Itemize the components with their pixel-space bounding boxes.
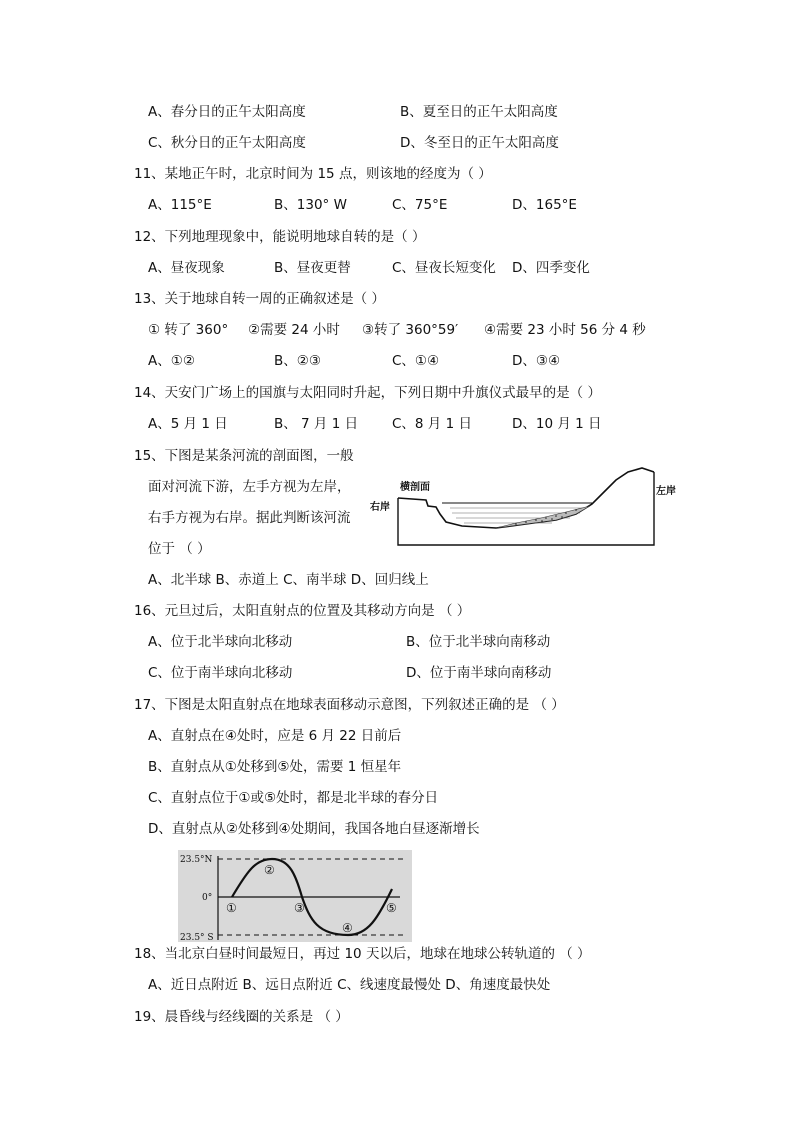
q13-statement-2: ②需要 24 小时 xyxy=(248,322,340,338)
q13-statement-1: ① 转了 360° xyxy=(148,322,229,338)
q14-option-b: B、 7 月 1 日 xyxy=(274,416,359,432)
tropic-of-cancer-label: 23.5°N xyxy=(180,855,213,865)
q12-stem: 12、下列地理现象中，能说明地球自转的是（ ） xyxy=(134,229,426,245)
q15-stem-line-3: 右手方视为右岸。据此判断该河流 xyxy=(148,510,351,526)
point-2-label: ② xyxy=(264,863,275,877)
q15-stem-line-4: 位于 （ ） xyxy=(148,541,211,557)
q14-option-c: C、8 月 1 日 xyxy=(392,416,472,432)
q11-option-c: C、75°E xyxy=(392,197,448,213)
q11-stem: 11、某地正午时，北京时间为 15 点，则该地的经度为（ ） xyxy=(134,166,492,182)
q11-option-d: D、165°E xyxy=(512,197,577,213)
q16-option-a: A、位于北半球向北移动 xyxy=(148,634,293,650)
q13-option-a: A、①② xyxy=(148,353,195,369)
q16-option-c: C、位于南半球向北移动 xyxy=(148,665,293,681)
q19-stem: 19、晨昏线与经线圈的关系是 （ ） xyxy=(134,1009,349,1025)
point-3-label: ③ xyxy=(294,901,305,915)
q15-stem-line-2: 面对河流下游，左手方视为左岸， xyxy=(148,479,351,495)
q14-option-d: D、10 月 1 日 xyxy=(512,416,602,432)
q13-option-b: B、②③ xyxy=(274,353,321,369)
q16-option-b: B、位于北半球向南移动 xyxy=(406,634,551,650)
direct-sun-point-figure xyxy=(178,850,412,946)
q18-stem: 18、当北京白昼时间最短日，再过 10 天以后，地球在地球公转轨道的 （ ） xyxy=(134,946,591,962)
q16-stem: 16、元旦过后，太阳直射点的位置及其移动方向是 （ ） xyxy=(134,603,471,619)
q12-option-b: B、昼夜更替 xyxy=(274,260,351,276)
q16-option-d: D、位于南半球向南移动 xyxy=(406,665,552,681)
q13-statement-3: ③转了 360°59′ xyxy=(362,322,459,338)
q10-option-d: D、冬至日的正午太阳高度 xyxy=(400,135,559,151)
figure-right-bank-label: 右岸 xyxy=(370,502,390,513)
q17-stem: 17、下图是太阳直射点在地球表面移动示意图，下列叙述正确的是 （ ） xyxy=(134,697,565,713)
q15-options: A、北半球 B、赤道上 C、南半球 D、回归线上 xyxy=(148,572,429,588)
q13-statement-4: ④需要 23 小时 56 分 4 秒 xyxy=(484,322,646,338)
q12-option-c: C、昼夜长短变化 xyxy=(392,260,496,276)
q10-option-c: C、秋分日的正午太阳高度 xyxy=(148,135,306,151)
tropic-of-capricorn-label: 23.5° S xyxy=(180,933,214,942)
q10-option-a: A、春分日的正午太阳高度 xyxy=(148,104,306,120)
q18-options: A、近日点附近 B、远日点附近 C、线速度最慢处 D、角速度最快处 xyxy=(148,977,551,993)
q14-stem: 14、天安门广场上的国旗与太阳同时升起，下列日期中升旗仪式最早的是（ ） xyxy=(134,385,601,401)
q10-option-b: B、夏至日的正午太阳高度 xyxy=(400,104,558,120)
q13-stem: 13、关于地球自转一周的正确叙述是（ ） xyxy=(134,291,385,307)
q17-option-a: A、直射点在④处时，应是 6 月 22 日前后 xyxy=(148,728,402,744)
figure-left-bank-label: 左岸 xyxy=(656,486,676,497)
river-cross-section-figure xyxy=(366,462,686,556)
q17-option-d: D、直射点从②处移到④处期间，我国各地白昼逐渐增长 xyxy=(148,821,480,837)
q12-option-a: A、昼夜现象 xyxy=(148,260,225,276)
q12-option-d: D、四季变化 xyxy=(512,260,590,276)
q17-option-c: C、直射点位于①或⑤处时，都是北半球的春分日 xyxy=(148,790,439,806)
point-1-label: ① xyxy=(226,901,237,915)
q11-option-a: A、115°E xyxy=(148,197,212,213)
equator-label: 0° xyxy=(202,893,213,903)
q13-option-c: C、①④ xyxy=(392,353,440,369)
point-5-label: ⑤ xyxy=(386,901,397,915)
figure-title: 横剖面 xyxy=(400,482,430,493)
q14-option-a: A、5 月 1 日 xyxy=(148,416,228,432)
q15-stem-line-1: 15、下图是某条河流的剖面图，一般 xyxy=(134,448,354,464)
q17-option-b: B、直射点从①处移到⑤处，需要 1 恒星年 xyxy=(148,759,402,775)
point-4-label: ④ xyxy=(342,921,353,935)
q11-option-b: B、130° W xyxy=(274,197,347,213)
q13-option-d: D、③④ xyxy=(512,353,561,369)
